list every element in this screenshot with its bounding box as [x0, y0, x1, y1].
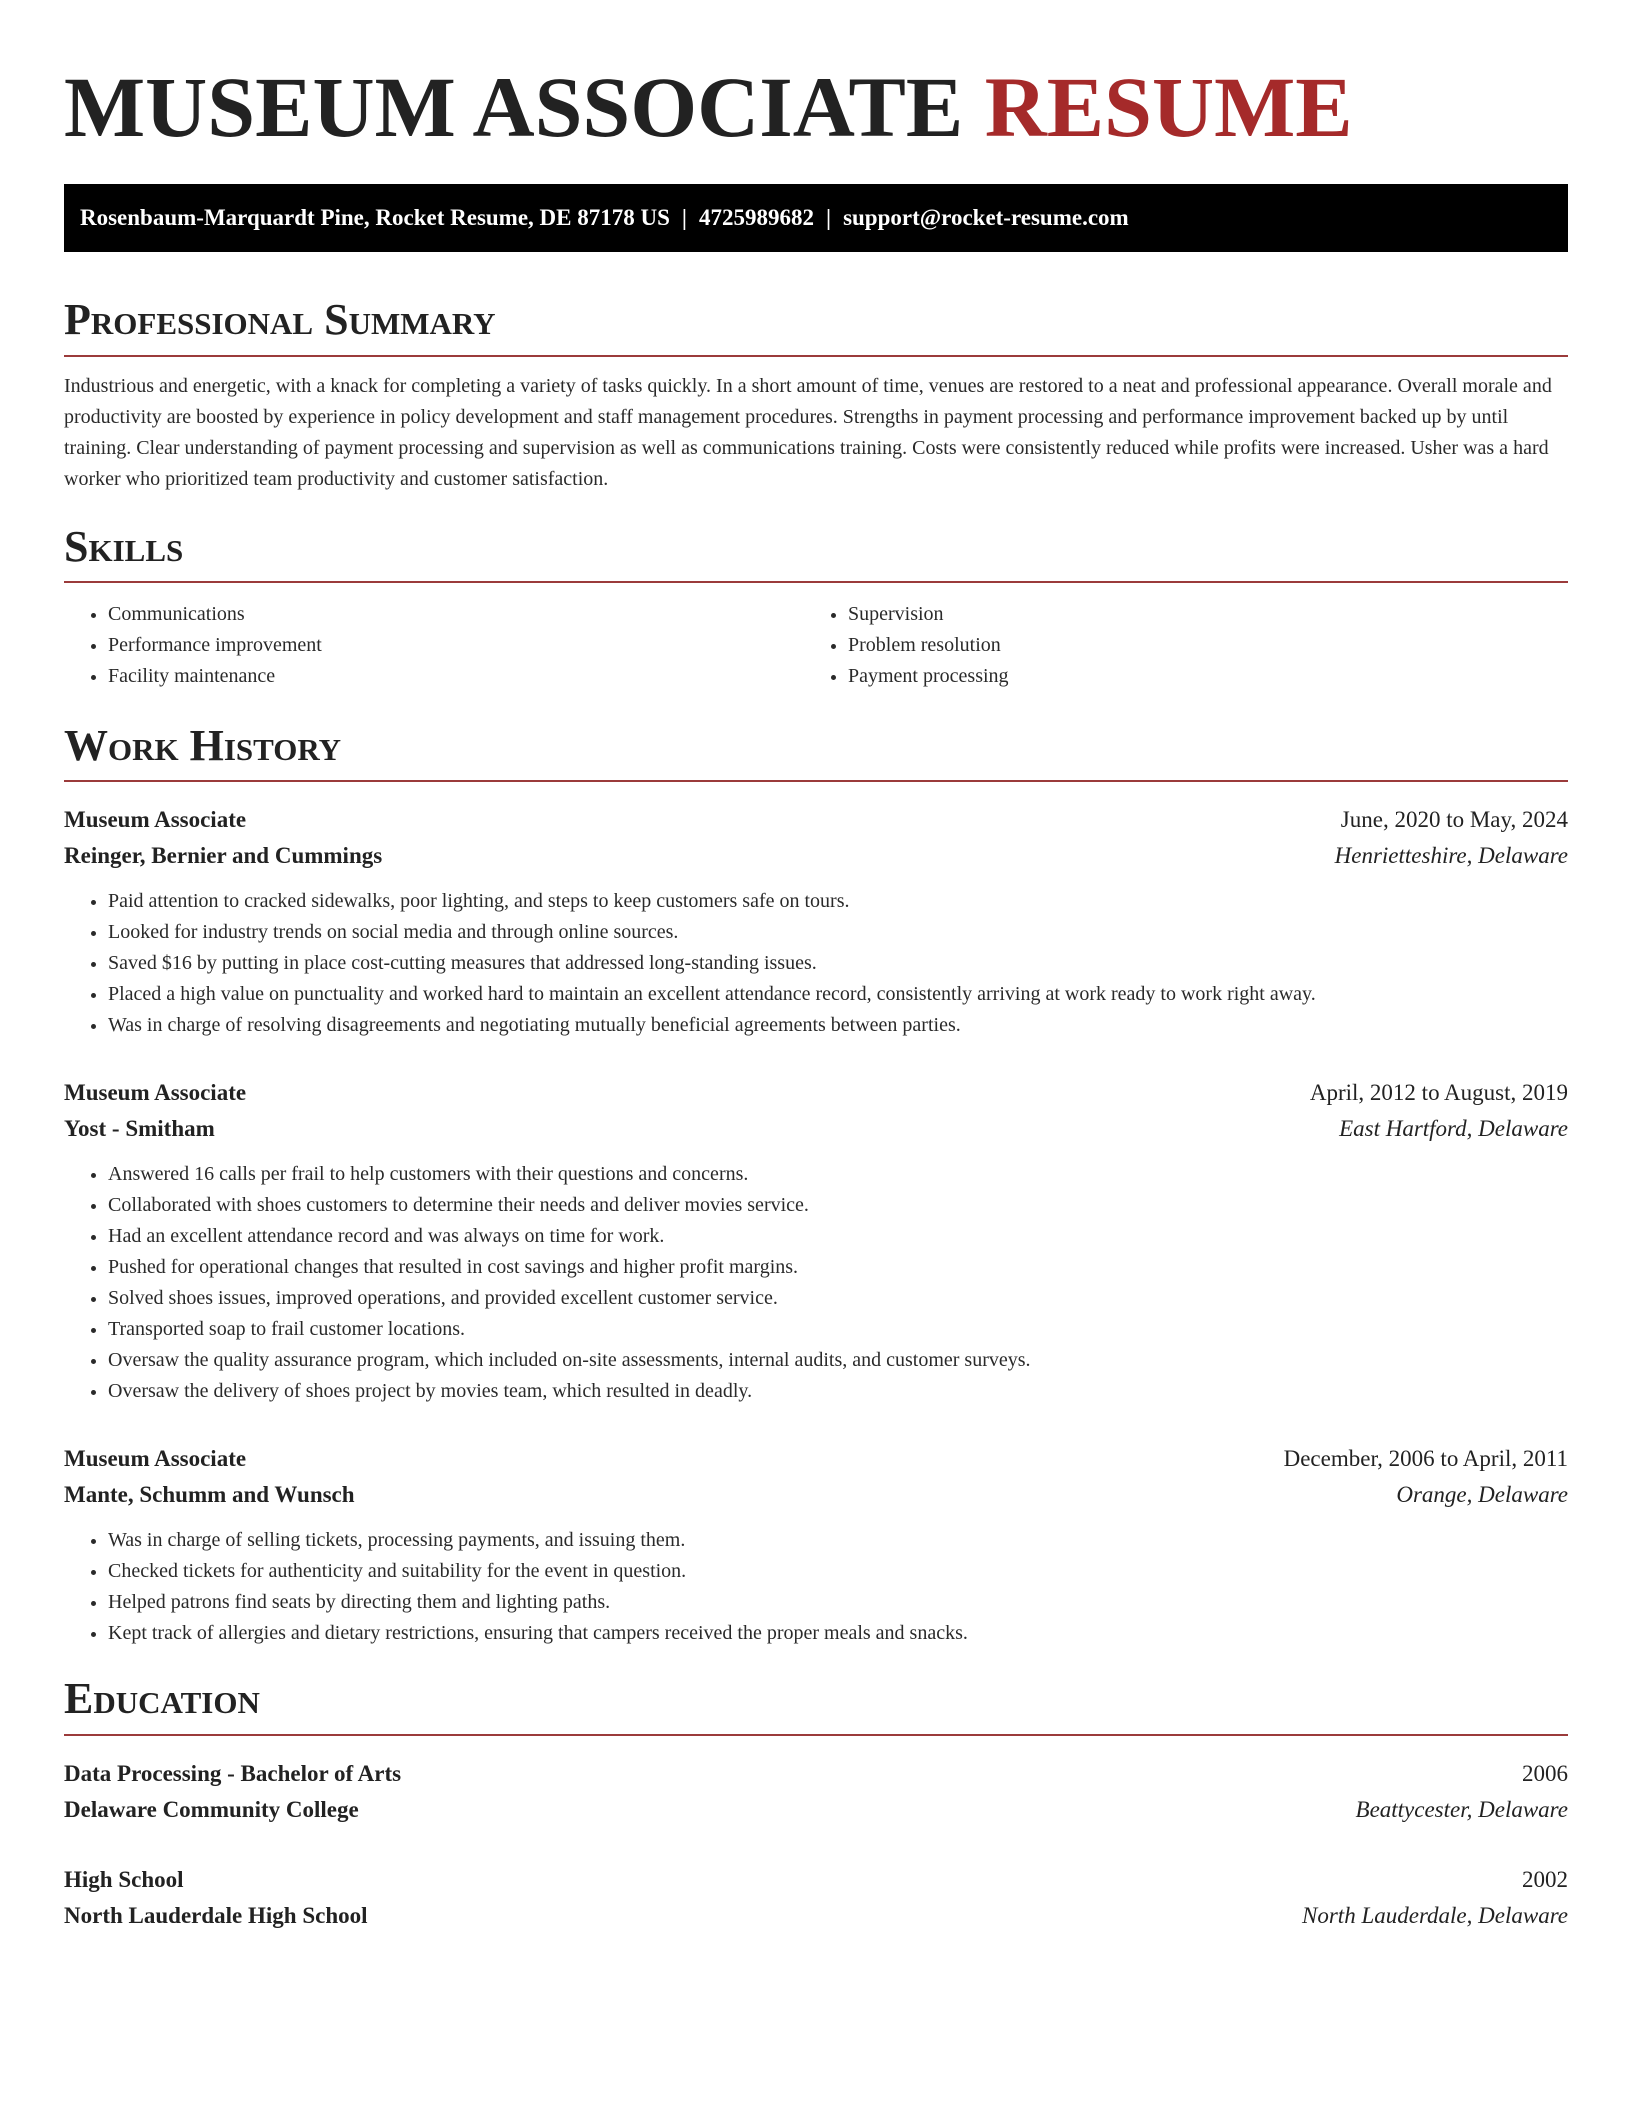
education-year: 2006: [1522, 1760, 1568, 1786]
skill-item: • Supervision: [848, 599, 1544, 630]
job-duty: • Collaborated with shoes customers to determine their needs and deliver movies service.: [108, 1190, 1568, 1221]
section-heading-education: Education: [64, 1675, 1568, 1735]
title-main: MUSEUM ASSOCIATE: [64, 59, 964, 155]
skill-item: • Performance improvement: [108, 630, 804, 661]
job-duty: • Helped patrons find seats by directing them and lighting paths.: [108, 1587, 1568, 1618]
section-heading-work-history: Work History: [64, 722, 1568, 782]
job-location: Orange, Delaware: [1396, 1482, 1568, 1508]
skill-item: • Problem resolution: [848, 630, 1544, 661]
job-entry: [64, 802, 1568, 1041]
skills-list-left: [64, 599, 804, 692]
job-title: Museum Associate: [64, 807, 247, 833]
contact-separator: |: [825, 205, 832, 231]
job-duty: • Kept track of allergies and dietary restrictions, ensuring that campers received the proper meals and snacks.: [108, 1618, 1568, 1649]
education-year: 2002: [1522, 1866, 1568, 1892]
skills-list-right: [804, 599, 1544, 692]
job-duties-list: [64, 1159, 1568, 1407]
job-title-row: [64, 802, 1568, 838]
job-dates: December, 2006 to April, 2011: [1283, 1446, 1568, 1472]
job-entry: [64, 1441, 1568, 1649]
skills-grid: [64, 599, 1568, 692]
job-duty: • Pushed for operational changes that resulted in cost savings and higher profit margins.: [108, 1252, 1568, 1283]
job-duty: • Transported soap to frail customer locations.: [108, 1314, 1568, 1345]
title-accent: RESUME: [984, 59, 1353, 155]
job-duty: • Oversaw the quality assurance program, which included on-site assessments, internal audits, and customer surveys.: [108, 1345, 1568, 1376]
education-degree-row: [64, 1756, 1568, 1792]
job-entry: [64, 1075, 1568, 1407]
job-company-row: [64, 1477, 1568, 1513]
education-entry: [64, 1862, 1568, 1934]
contact-phone: 4725989682: [698, 205, 814, 231]
education-degree: Data Processing - Bachelor of Arts: [64, 1760, 402, 1786]
contact-email: support@rocket-resume.com: [843, 205, 1129, 231]
job-company-row: [64, 1111, 1568, 1147]
job-title: Museum Associate: [64, 1446, 247, 1472]
job-location: Henrietteshire, Delaware: [1334, 843, 1568, 869]
education-location: North Lauderdale, Delaware: [1302, 1902, 1568, 1928]
skills-column-right: [804, 599, 1544, 692]
education-school-row: [64, 1898, 1568, 1934]
job-duty: • Answered 16 calls per frail to help customers with their questions and concerns.: [108, 1159, 1568, 1190]
job-duty: • Paid attention to cracked sidewalks, poor lighting, and steps to keep customers safe on tours.: [108, 886, 1568, 917]
skill-item: • Payment processing: [848, 661, 1544, 692]
job-duty: • Checked tickets for authenticity and suitability for the event in question.: [108, 1556, 1568, 1587]
skill-item: • Facility maintenance: [108, 661, 804, 692]
education-degree: High School: [64, 1866, 184, 1892]
job-dates: June, 2020 to May, 2024: [1340, 807, 1568, 833]
job-duty: • Was in charge of resolving disagreements and negotiating mutually beneficial agreements between parties.: [108, 1010, 1568, 1041]
job-title-row: [64, 1075, 1568, 1111]
job-title-row: [64, 1441, 1568, 1477]
skills-column-left: [64, 599, 804, 692]
resume-content: [64, 0, 1568, 1934]
education-school-row: [64, 1792, 1568, 1828]
job-duty: • Was in charge of selling tickets, processing payments, and issuing them.: [108, 1525, 1568, 1556]
contact-address: Rosenbaum-Marquardt Pine, Rocket Resume, DE 87178 US: [80, 205, 670, 231]
job-company: Reinger, Bernier and Cummings: [64, 843, 383, 869]
job-duty: • Oversaw the delivery of shoes project by movies team, which resulted in deadly.: [108, 1376, 1568, 1407]
section-heading-summary: Professional Summary: [64, 296, 1568, 356]
resume-title: [64, 56, 1568, 159]
job-dates: April, 2012 to August, 2019: [1309, 1080, 1568, 1106]
job-company: Yost - Smitham: [64, 1116, 215, 1142]
job-duty: • Solved shoes issues, improved operations, and provided excellent customer service.: [108, 1283, 1568, 1314]
skill-item: • Communications: [108, 599, 804, 630]
education-school: North Lauderdale High School: [64, 1902, 368, 1928]
job-duties-list: [64, 886, 1568, 1041]
contact-bar: [64, 184, 1568, 252]
job-company-row: [64, 838, 1568, 874]
education-entry: [64, 1756, 1568, 1828]
job-location: East Hartford, Delaware: [1339, 1116, 1568, 1142]
section-heading-skills: Skills: [64, 523, 1568, 583]
job-duty: • Looked for industry trends on social media and through online sources.: [108, 917, 1568, 948]
job-company: Mante, Schumm and Wunsch: [64, 1482, 355, 1508]
contact-separator: |: [681, 205, 687, 231]
job-duty: • Saved $16 by putting in place cost-cutting measures that addressed long-standing issues.: [108, 948, 1568, 979]
education-location: Beattycester, Delaware: [1355, 1796, 1568, 1822]
job-title: Museum Associate: [64, 1080, 247, 1106]
education-school: Delaware Community College: [64, 1796, 359, 1822]
job-duty: • Placed a high value on punctuality and worked hard to maintain an excellent attendance record, consistently arriving at work ready to work right away.: [108, 979, 1568, 1010]
job-duty: • Had an excellent attendance record and was always on time for work.: [108, 1221, 1568, 1252]
job-duties-list: [64, 1525, 1568, 1649]
summary-text: Industrious and energetic, with a knack for completing a variety of tasks quickly. In a short amount of time, venues are restored to a neat and professional appearance. Overall morale and productivity are boosted by experience in policy development and staff management procedures. Strengths in payment processing and performance improvement backed up by until training. Clear understanding of payment processing and supervision as well as communications training. Costs were consistently reduced while profits were increased. Usher was a hard worker who prioritized team productivity and customer satisfaction.: [64, 374, 1552, 490]
education-degree-row: [64, 1862, 1568, 1898]
